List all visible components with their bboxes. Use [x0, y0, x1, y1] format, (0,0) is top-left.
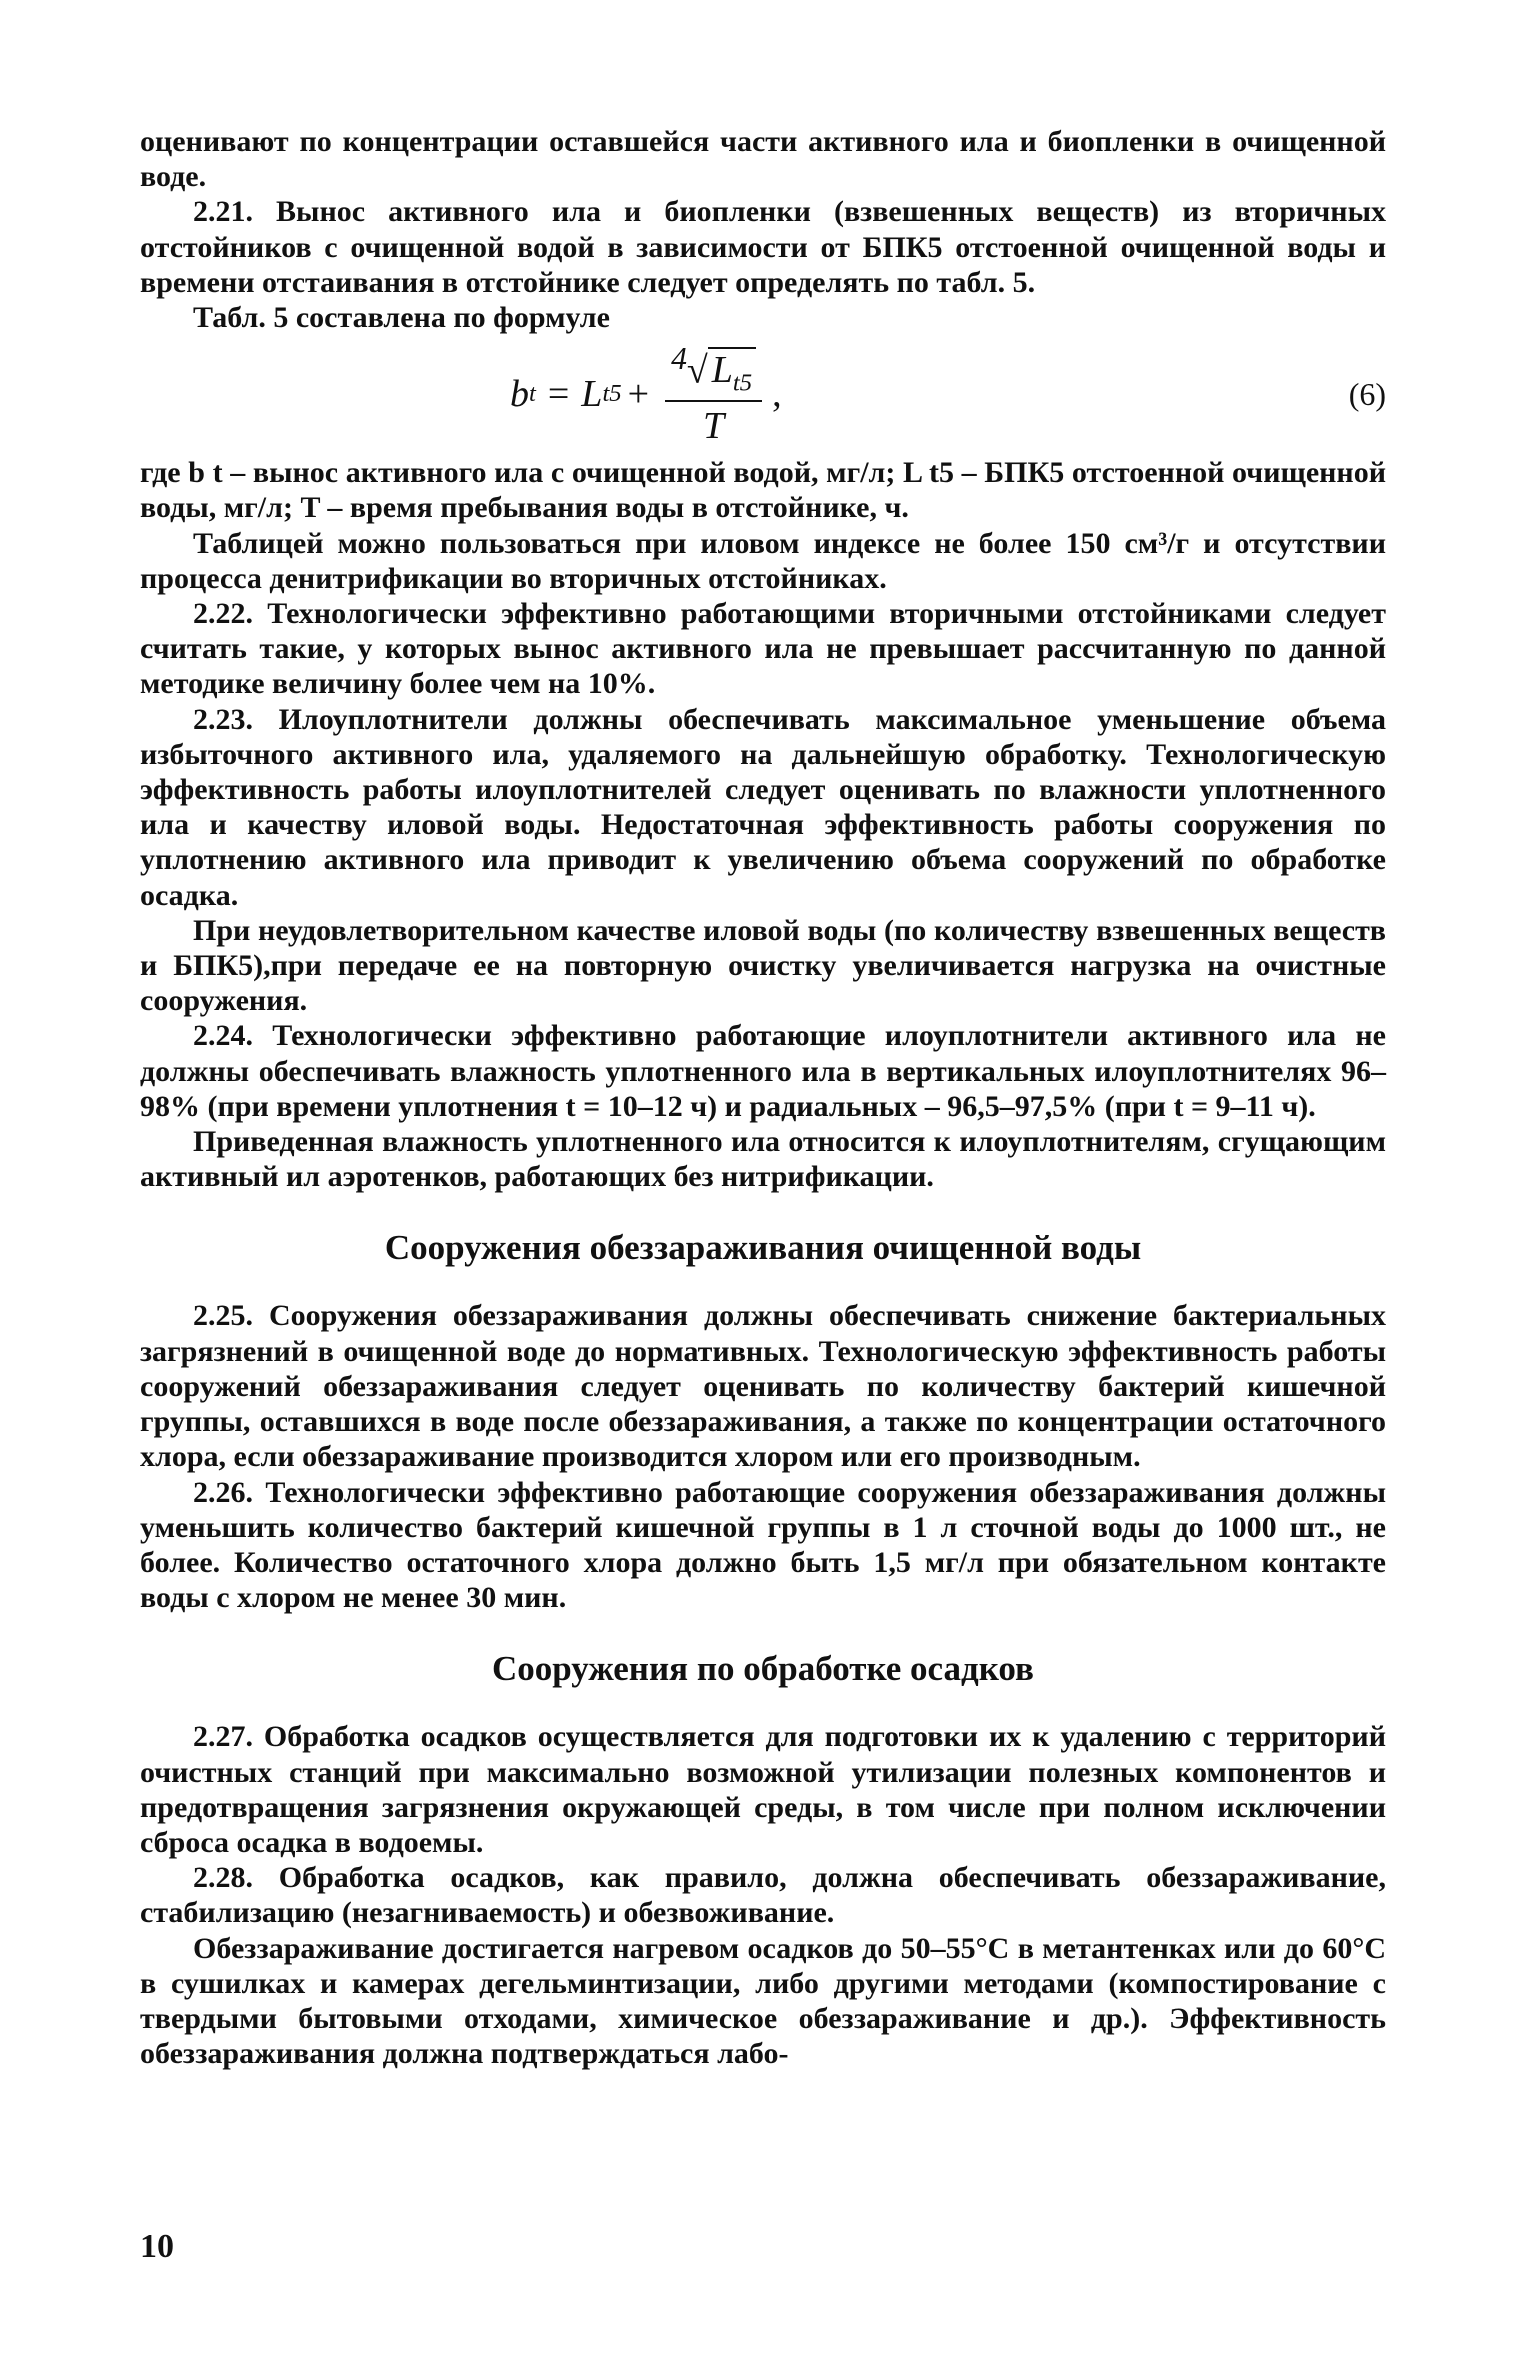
formula-comma: , — [772, 373, 782, 416]
formula-lhs: b — [510, 373, 529, 416]
formula-expression — [510, 339, 782, 449]
formula-denominator: T — [703, 404, 725, 447]
formula-numerator: $^4$√ $L_{t5}$ — [665, 341, 762, 402]
formula-plus: + — [627, 373, 650, 416]
formula-fraction — [665, 341, 762, 448]
formula-lhs-sub: t — [529, 380, 536, 408]
formula-L: L — [581, 373, 603, 416]
paragraph-2-26: 2.26. Технологически эффективно работающие сооружения обеззараживания должны уменьшить количество бактерий кишечной группы в 1 л сточной воды до 1000 шт., не более. Количество остаточного хлора должно быть 1,5 мг/л при обязательном контакте воды с хлором не менее 30 мин. — [140, 1475, 1386, 1615]
paragraph-continuation: оценивают по концентрации оставшейся части активного ила и биопленки в очищенной воде. — [140, 125, 1386, 194]
paragraph-2-24: 2.24. Технологически эффективно работающие илоуплотнители активного ила не должны обеспечивать влажность уплотненного ила в вертикальных илоуплотнителях 96–98% (при времени уплотнения t = 10–12 ч) и радиальных – 96,5–97,5% (при t = 9–11 ч). — [140, 1019, 1386, 1123]
formula-number: (6) — [1348, 375, 1386, 412]
formula-root-index: 4 — [671, 340, 687, 376]
paragraph-2-25: 2.25. Сооружения обеззараживания должны обеспечивать снижение бактериальных загрязнений в очищенной воде до нормативных. Технологическую эффективность работы сооружений обеззараживания следует оценивать по количеству бактерий кишечной группы, оставшихся в воде после обеззараживания, а также по концентрации остаточного хлора, если обеззараживание производится хлором или его производным. — [140, 1299, 1386, 1474]
formula-root-body: $L_{t5}$ — [708, 347, 756, 391]
paragraph-2-27: 2.27. Обработка осадков осуществляется для подготовки их к удалению с территорий очистных станций при максимально возможной утилизации полезных компонентов и предотвращения загрязнения окружающей среды, в том числе при полном исключении сброса осадка в водоемы. — [140, 1720, 1386, 1859]
formula-L-sub: t5 — [602, 380, 622, 408]
formula-6 — [140, 339, 1386, 449]
paragraph-disinfection-methods: Обеззараживание достигается нагревом осадков до 50–55°С в метантенках или до 60°С в сушилках и камерах дегельминтизации, либо другими методами (компостирование с твердыми бытовыми отходами, химическое обеззараживание и др.). Эффективность обеззараживания должна подтверждаться лабо- — [140, 1931, 1386, 2071]
paragraph-2-28: 2.28. Обработка осадков, как правило, должна обеспечивать обеззараживание, стабилизацию (незагниваемость) и обезвоживание. — [140, 1861, 1386, 1930]
paragraph-where: где b t – вынос активного ила с очищенной водой, мг/л; L t5 – БПК5 отстоенной очищенной воды, мг/л; T – время пребывания воды в отстойнике, ч. — [140, 456, 1386, 525]
paragraph-2-23: 2.23. Илоуплотнители должны обеспечивать максимальное уменьшение объема избыточного активного ила, удаляемого на дальнейшую обработку. Технологическую эффективность работы илоуплотнителей следует оценивать по влажности уплотненного ила и качеству иловой воды. Недостаточная эффективность работы сооружения по уплотнению активного ила приводит к увеличению объема сооружений по обработке осадка. — [140, 702, 1386, 912]
formula-equals: = — [547, 373, 570, 416]
paragraph-2-22: 2.22. Технологически эффективно работающими вторичными отстойниками следует считать такие, у которых вынос активного ила не превышает рассчитанную по данной методике величину более чем на 10%. — [140, 597, 1386, 701]
paragraph-2-21: 2.21. Вынос активного ила и биопленки (взвешенных веществ) из вторичных отстойников с очищенной водой в зависимости от БПК5 отстоенной очищенной воды и времени отстаивания в отстойнике следует определять по табл. 5. — [140, 195, 1386, 299]
section-heading-disinfection: Сооружения обеззараживания очищенной воды — [384, 1228, 1142, 1268]
paragraph-table-usage: Таблицей можно пользоваться при иловом индексе не более 150 см³/г и отсутствии процесса денитрификации во вторичных отстойниках. — [140, 526, 1386, 595]
paragraph-table-ref: Табл. 5 составлена по формуле — [193, 301, 610, 335]
paragraph-sludge-water: При неудовлетворительном качестве иловой воды (по количеству взвешенных веществ и БПК5),при передаче ее на повторную очистку увеличивается нагрузка на очистные сооружения. — [140, 913, 1386, 1018]
paragraph-humidity: Приведенная влажность уплотненного ила относится к илоуплотнителям, сгущающим активный ил аэротенков, работающих без нитрификации. — [140, 1125, 1386, 1194]
section-heading-sludge-treatment: Сооружения по обработке осадков — [492, 1649, 1034, 1689]
page-number: 10 — [140, 2228, 174, 2265]
